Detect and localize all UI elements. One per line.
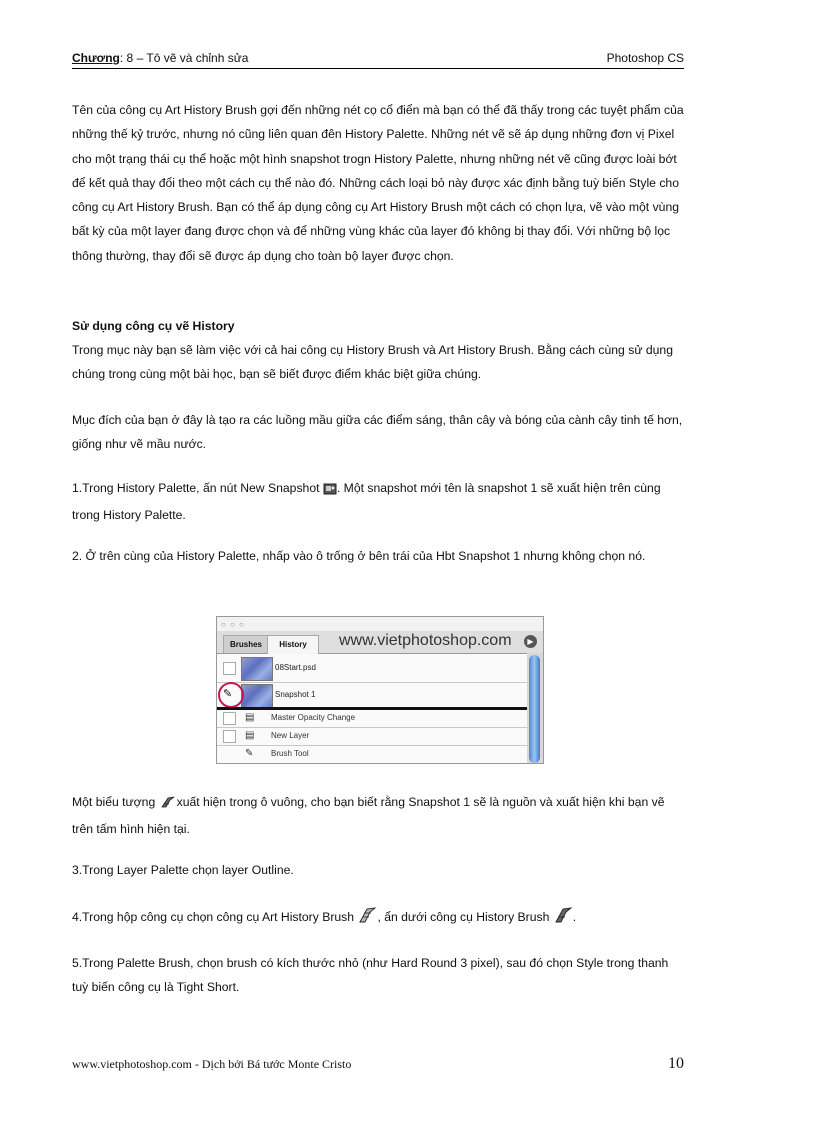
step-3: 3.Trong Layer Palette chọn layer Outline. bbox=[72, 863, 294, 877]
palette-menu-button[interactable]: ▶ bbox=[524, 635, 537, 648]
snapshot-label: 08Start.psd bbox=[275, 663, 316, 672]
snapshot-row[interactable] bbox=[217, 683, 527, 708]
art-history-brush-icon bbox=[357, 906, 377, 932]
step-5: 5.Trong Palette Brush, chọn brush có kích thước nhỏ (như Hard Round 3 pixel), sau đó chọn Style trong thanh tuỳ biến công cụ là Tight Short. bbox=[72, 956, 669, 995]
snapshot-thumbnail bbox=[241, 657, 273, 681]
icon-explanation-paragraph: Một biểu tượng xuất hiện trong ô vuông, cho bạn biết rằng Snapshot 1 sẽ là nguồn và xuất hiện khi bạn vẽ trên tấm hình hiện tại. bbox=[72, 795, 665, 837]
snapshot-label: Snapshot 1 bbox=[275, 690, 316, 699]
section-heading: Sử dụng công cụ vẽ History bbox=[72, 319, 235, 333]
history-source-box[interactable] bbox=[223, 662, 236, 675]
palette-tabs bbox=[217, 631, 543, 654]
history-state-row[interactable] bbox=[217, 710, 527, 728]
history-state-label: New Layer bbox=[271, 731, 310, 740]
tab-history[interactable]: History bbox=[267, 635, 319, 654]
step-2: 2. Ở trên cùng của History Palette, nhấp vào ô trống ở bên trái của Hbt Snapshot 1 nhưng không chọn nó. bbox=[72, 549, 646, 563]
section-intro-paragraph: Trong mục này bạn sẽ làm việc với cả hai công cụ History Brush và Art History Brush. Bằng cách cùng sử dụng chúng trong cùng một bài học, bạn sẽ biết được điểm khác biệt giữa chúng. bbox=[72, 343, 673, 382]
snapshot-row[interactable] bbox=[217, 654, 527, 683]
intro-paragraph: Tên của công cụ Art History Brush gợi đến những nét cọ cổ điển mà bạn có thể đã thấy trong các tuyệt phẩm của những thế kỷ trước, nhưng nó cũng liên quan đên History Palette. Những nét vẽ sẽ áp dụng những đơn vị Pixel cho một trạng thái cụ thể hoặc một hình snapshot trogn History Palette, nhưng những nét vẽ cũng được loài bớt để kết quả thay đổi theo một cách cụ thể nào đó. Những cách loại bỏ này được xác định bằng tuỳ biến Style cho công cụ Art History Brush. Bạn có thể áp dụng công cụ Art History Brush một cách có chọn lựa, vẽ vào một vùng bất kỳ của một layer đang được chọn và để những vùng khác của layer đó không bị thay đổi. Với những bộ lọc thông thường, thay đổi sẽ được áp dụng cho toàn bộ layer được chọn. bbox=[72, 103, 684, 263]
step-1: 1.Trong History Palette, ấn nút New Snapshot . Một snapshot mới tên là snapshot 1 sẽ xuất hiện trên cùng trong History Palette. bbox=[72, 481, 661, 523]
footer-credit: www.vietphotoshop.com - Dịch bởi Bá tước Monte Cristo bbox=[72, 1057, 352, 1071]
highlight-circle bbox=[218, 682, 244, 708]
history-state-label: Brush Tool bbox=[271, 749, 309, 758]
purpose-paragraph: Mục đích của bạn ở đây là tạo ra các luồng mầu giữa các điểm sáng, thân cây và bóng của cành cây tinh tế hơn, giống như vẽ mầu nước. bbox=[72, 413, 683, 452]
page-header bbox=[72, 50, 684, 69]
new-snapshot-icon bbox=[323, 479, 337, 503]
history-source-box[interactable] bbox=[223, 730, 236, 743]
step-4: 4.Trong hộp công cụ chọn công cụ Art History Brush , ẩn dưới công cụ History Brush . bbox=[72, 905, 686, 932]
brush-tool-icon: ✎ bbox=[245, 748, 254, 759]
page-number: 10 bbox=[668, 1055, 684, 1072]
watermark: www.vietphotoshop.com bbox=[339, 632, 512, 649]
history-state-label: Master Opacity Change bbox=[271, 713, 356, 722]
history-palette bbox=[216, 616, 544, 764]
chapter-title: Chương: 8 – Tô vẽ và chỉnh sửa bbox=[72, 51, 249, 65]
document-icon: ▤ bbox=[245, 712, 255, 723]
palette-titlebar bbox=[217, 617, 543, 631]
history-brush-source-icon bbox=[159, 793, 177, 817]
history-source-box[interactable] bbox=[223, 712, 236, 725]
history-brush-icon bbox=[553, 906, 573, 932]
history-brush-source-icon[interactable]: ✎ bbox=[223, 688, 233, 700]
history-state-row[interactable] bbox=[217, 728, 527, 746]
window-controls[interactable]: ○ ○ ○ bbox=[221, 620, 245, 629]
scrollbar-thumb[interactable] bbox=[529, 655, 540, 763]
history-state-row[interactable] bbox=[217, 746, 527, 764]
tab-brushes[interactable]: Brushes bbox=[223, 635, 269, 653]
document-icon: ▤ bbox=[245, 730, 255, 741]
snapshot-thumbnail bbox=[241, 684, 273, 708]
book-title: Photoshop CS bbox=[606, 51, 684, 65]
